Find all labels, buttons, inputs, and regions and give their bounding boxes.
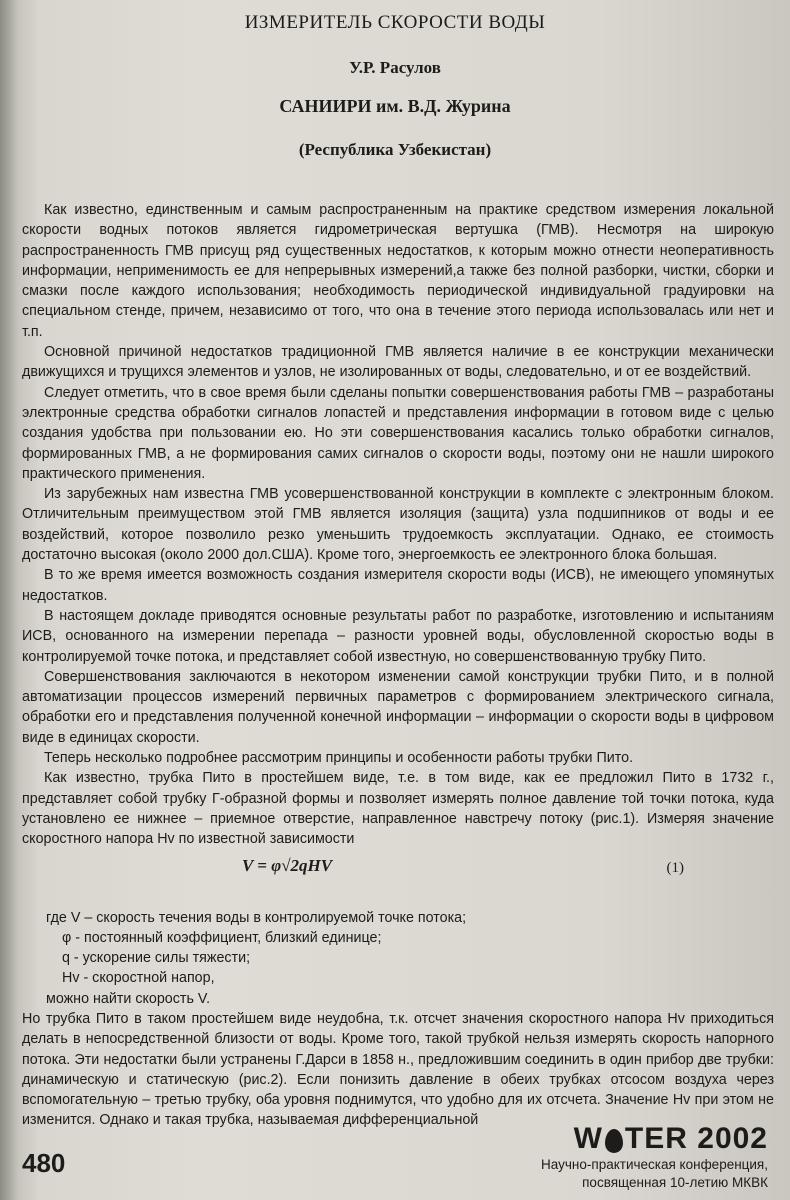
conference-line: посвященная 10-летию МКВК: [582, 1175, 768, 1190]
formula: V = φ√2qHV: [242, 855, 333, 875]
where-line: Hv - скоростной напор,: [62, 970, 215, 987]
author-name: У.Р. Расулов: [349, 58, 441, 77]
country-name: (Республика Узбекистан): [298, 140, 492, 159]
where-line: можно найти скорость V.: [46, 990, 211, 1007]
organization-name: САНИИРИ им. В.Д. Журина: [279, 96, 511, 116]
page-number: 480: [22, 1148, 66, 1178]
paragraph: Как известно, единственным и самым распространенным на практике средством измерения локальной скорости водных потоков является гидрометрическая вертушка (ГМВ). Несмотря на широкую распространенность ГМВ присущ ряд существенных недостатков, к которым можно отнести неоперативность информации, неприменимость ее для непрерывных измерений,а также без полной разборки, чистки, сборки и смазки после каждого использования; необходимость периодической индивидуальной градуировки на специальном стенде, причем, независимо от того, что она в течение этого периода использовалась или нет и т.п.: [22, 202, 774, 340]
water-drop-icon: [605, 1129, 623, 1153]
logo-text-left: W: [573, 1122, 603, 1155]
paragraph: Из зарубежных нам известна ГМВ усовершенствованной конструкции в комплекте с электронным блоком. Отличительным преимуществом этой ГМВ является изоляция (защита) узла подшипников от воды и ее воздействий, которое позволило резко уменьшить трудоемкость эксплуатации. Однако, ее стоимость достаточно высокая (около 2000 дол.США). Кроме того, энергоемкость ее электронного блока большая.: [22, 486, 774, 564]
where-line: q - ускорение силы тяжести;: [62, 950, 251, 967]
where-line: φ - постоянный коэффициент, близкий единице;: [62, 929, 382, 946]
article-body: [22, 200, 774, 1131]
paragraph: Теперь несколько подробнее рассмотрим принципы и особенности работы трубки Пито.: [44, 750, 634, 767]
logo-text-right: TER 2002: [624, 1122, 768, 1155]
article-title: ИЗМЕРИТЕЛЬ СКОРОСТИ ВОДЫ: [244, 12, 546, 33]
paragraph: В настоящем докладе приводятся основные результаты работ по разработке, изготовлению и испытаниям ИСВ, основанного на измерении перепада – разности уровней воды, обусловленной скоростью воды в контролируемой точке потока, и представляет собой известную, но совершенствованную трубку Пито.: [22, 607, 774, 665]
formula-number: (1): [666, 859, 684, 876]
conference-logo: [574, 1122, 768, 1156]
where-line: где V – скорость течения воды в контролируемой точке потока;: [46, 909, 467, 926]
conference-line: Научно-практическая конференция,: [541, 1157, 768, 1172]
paragraph: Как известно, трубка Пито в простейшем виде, т.е. в том виде, как ее предложил Пито в 1732 г., представляет собой трубку Г-образной формы и позволяет измерять полное давление той точки потока, куда установлено ее нижнее – приемное отверстие, направленное навстречу потоку (рис.1). Измеряя значение скоростного напора Hv по известной зависимости: [22, 770, 774, 848]
page-edge-shadow: [0, 0, 18, 1200]
formula-row: [22, 850, 774, 900]
paragraph: В то же время имеется возможность создания измерителя скорости воды (ИСВ), не имеющего упомянутых недостатков.: [22, 567, 774, 604]
paragraph: Но трубка Пито в таком простейшем виде неудобна, т.к. отсчет значения скоростного напора Hv приходиться делать в непосредственной близости от воды. Кроме того, такой трубкой нельзя измерять скорость напорного потока. Эти недостатки были устранены Г.Дарси в 1858 н., предложившим соединить в один прибор две трубки: динамическую и статическую (рис.2). Если понизить давление в обеих трубках отсосом воздуха через вспомогательную – третью трубку, оба уровня поднимутся, что удобно для их отсчета. Значение Hv при этом не изменится. Однако и такая трубка, называемая дифференциальной: [22, 1010, 774, 1129]
paragraph: Основной причиной недостатков традиционной ГМВ является наличие в ее конструкции механически движущихся и трущихся элементов и узлов, не изолированных от воды, следовательно, и от ее воздействий.: [22, 344, 774, 381]
where-block: [22, 908, 774, 1009]
paragraph: Следует отметить, что в свое время были сделаны попытки совершенствования работы ГМВ – разработаны электронные средства обработки сигналов лопастей и представления информации в готовом виде с целью создания удобства при пользовании ею. Но эти совершенствования касались только обработки сигналов, формированных ГМВ, а не формирования самих сигналов о скорости воды, поэтому они не нашли широкого практического применения.: [22, 384, 774, 482]
paragraph: Совершенствования заключаются в некотором изменении самой конструкции трубки Пито, и в полной автоматизации процессов измерений первичных параметров с формированием электрического сигнала, обработки его и представления полученной конечной информации – информации о скорости воды в цифровом виде в единицах скорости.: [22, 668, 774, 746]
